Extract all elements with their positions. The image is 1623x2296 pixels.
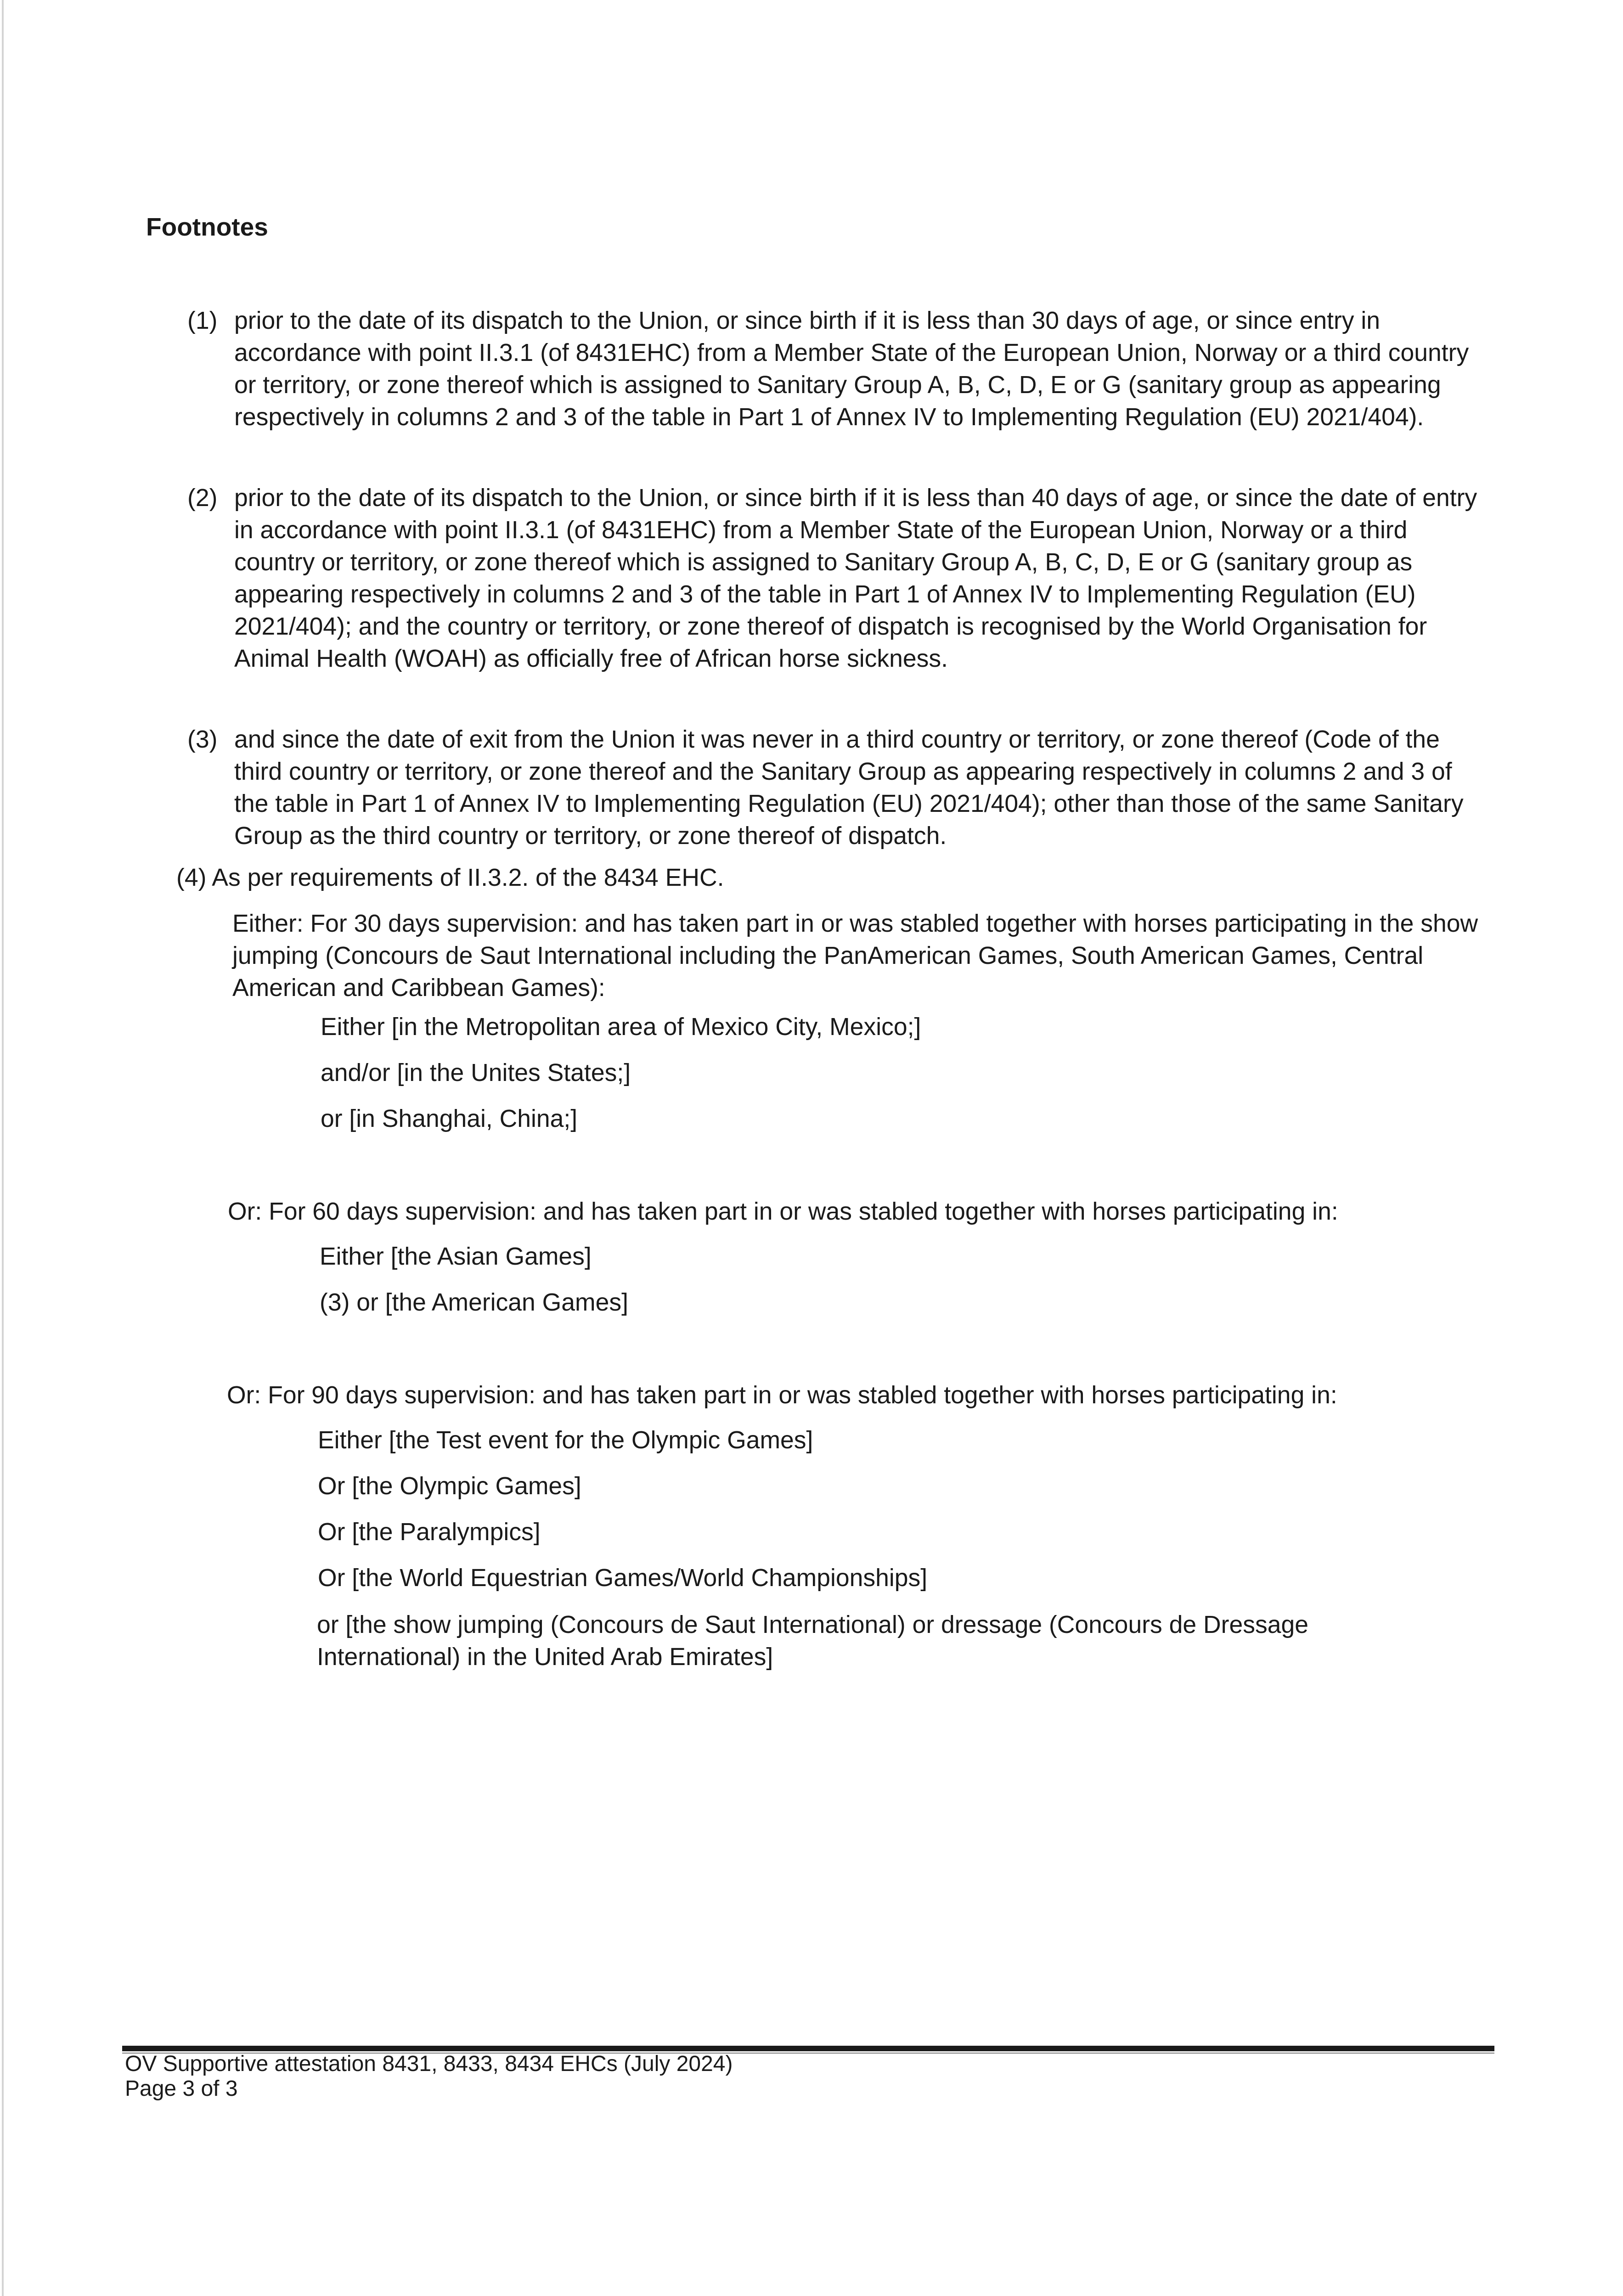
option-30-item-mexico: Either [in the Metropolitan area of Mexico City, Mexico;] [321,1013,921,1041]
option-30-item-shanghai: or [in Shanghai, China;] [321,1105,578,1132]
option-90-days-text: Or: For 90 days supervision: and has taken part in or was stabled together with horses participating in: [227,1382,1337,1409]
footnote-2-number: (2) [187,484,218,512]
option-90-item-uae: or [the show jumping (Concours de Saut International) or dressage (Concours de Dressage International) in the United Arab Emirates] [317,1611,1308,1671]
option-60-item-american-games: (3) or [the American Games] [320,1289,628,1316]
footnote-3-text: and since the date of exit from the Union it was never in a third country or territory, or zone thereof (Code of the third country or territory, or zone thereof and the Sanitary Group as appearing respectively in columns 2 and 3 of the table in Part 1 of Annex IV to Implementing Regulation (EU) 2021/404); other than those of the same Sanitary Group as the third country or territory, or zone thereof of dispatch. [234,726,1464,850]
footnote-1-text: prior to the date of its dispatch to the Union, or since birth if it is less than 30 days of age, or since entry in accordance with point II.3.1 (of 8431EHC) from a Member State of the European Union, Norway or a third country or territory, or zone thereof which is assigned to Sanitary Group A, B, C, D, E or G (sanitary group as appearing respectively in columns 2 and 3 of the table in Part 1 of Annex IV to Implementing Regulation (EU) 2021/404). [234,307,1469,431]
footer-page-number: Page 3 of 3 [125,2077,238,2101]
option-60-days-text: Or: For 60 days supervision: and has taken part in or was stabled together with horses participating in: [228,1198,1338,1225]
footnote-4-intro: (4) As per requirements of II.3.2. of the 8434 EHC. [176,864,724,891]
footnote-1-number: (1) [187,307,218,334]
footnotes-heading: Footnotes [146,213,268,241]
option-90-item-paralympics: Or [the Paralympics] [318,1519,541,1546]
option-90-item-test-event: Either [the Test event for the Olympic Games] [318,1427,813,1454]
footer-document-title: OV Supportive attestation 8431, 8433, 8434 EHCs (July 2024) [125,2052,733,2076]
option-90-item-olympic-games: Or [the Olympic Games] [318,1473,581,1500]
footnote-3-number: (3) [187,726,218,753]
scan-edge [2,0,4,2296]
option-90-item-world-equestrian: Or [the World Equestrian Games/World Championships] [318,1564,928,1592]
option-60-item-asian-games: Either [the Asian Games] [320,1243,592,1270]
option-30-item-united-states: and/or [in the Unites States;] [321,1059,631,1086]
option-30-days-text: Either: For 30 days supervision: and has taken part in or was stabled together with horses participating in the show jumping (Concours de Saut International including the PanAmerican Games, South American Games, Central American and Caribbean Games): [232,910,1478,1002]
footnote-2-text: prior to the date of its dispatch to the Union, or since birth if it is less than 40 days of age, or since the date of entry in accordance with point II.3.1 (of 8431EHC) from a Member State of the European Union, Norway or a third country or territory, or zone thereof which is assigned to Sanitary Group A, B, C, D, E or G (sanitary group as appearing respectively in columns 2 and 3 of the table in Part 1 of Annex IV to Implementing Regulation (EU) 2021/404); and the country or territory, or zone thereof of dispatch is recognised by the World Organisation for Animal Health (WOAH) as officially free of African horse sickness. [234,484,1477,672]
